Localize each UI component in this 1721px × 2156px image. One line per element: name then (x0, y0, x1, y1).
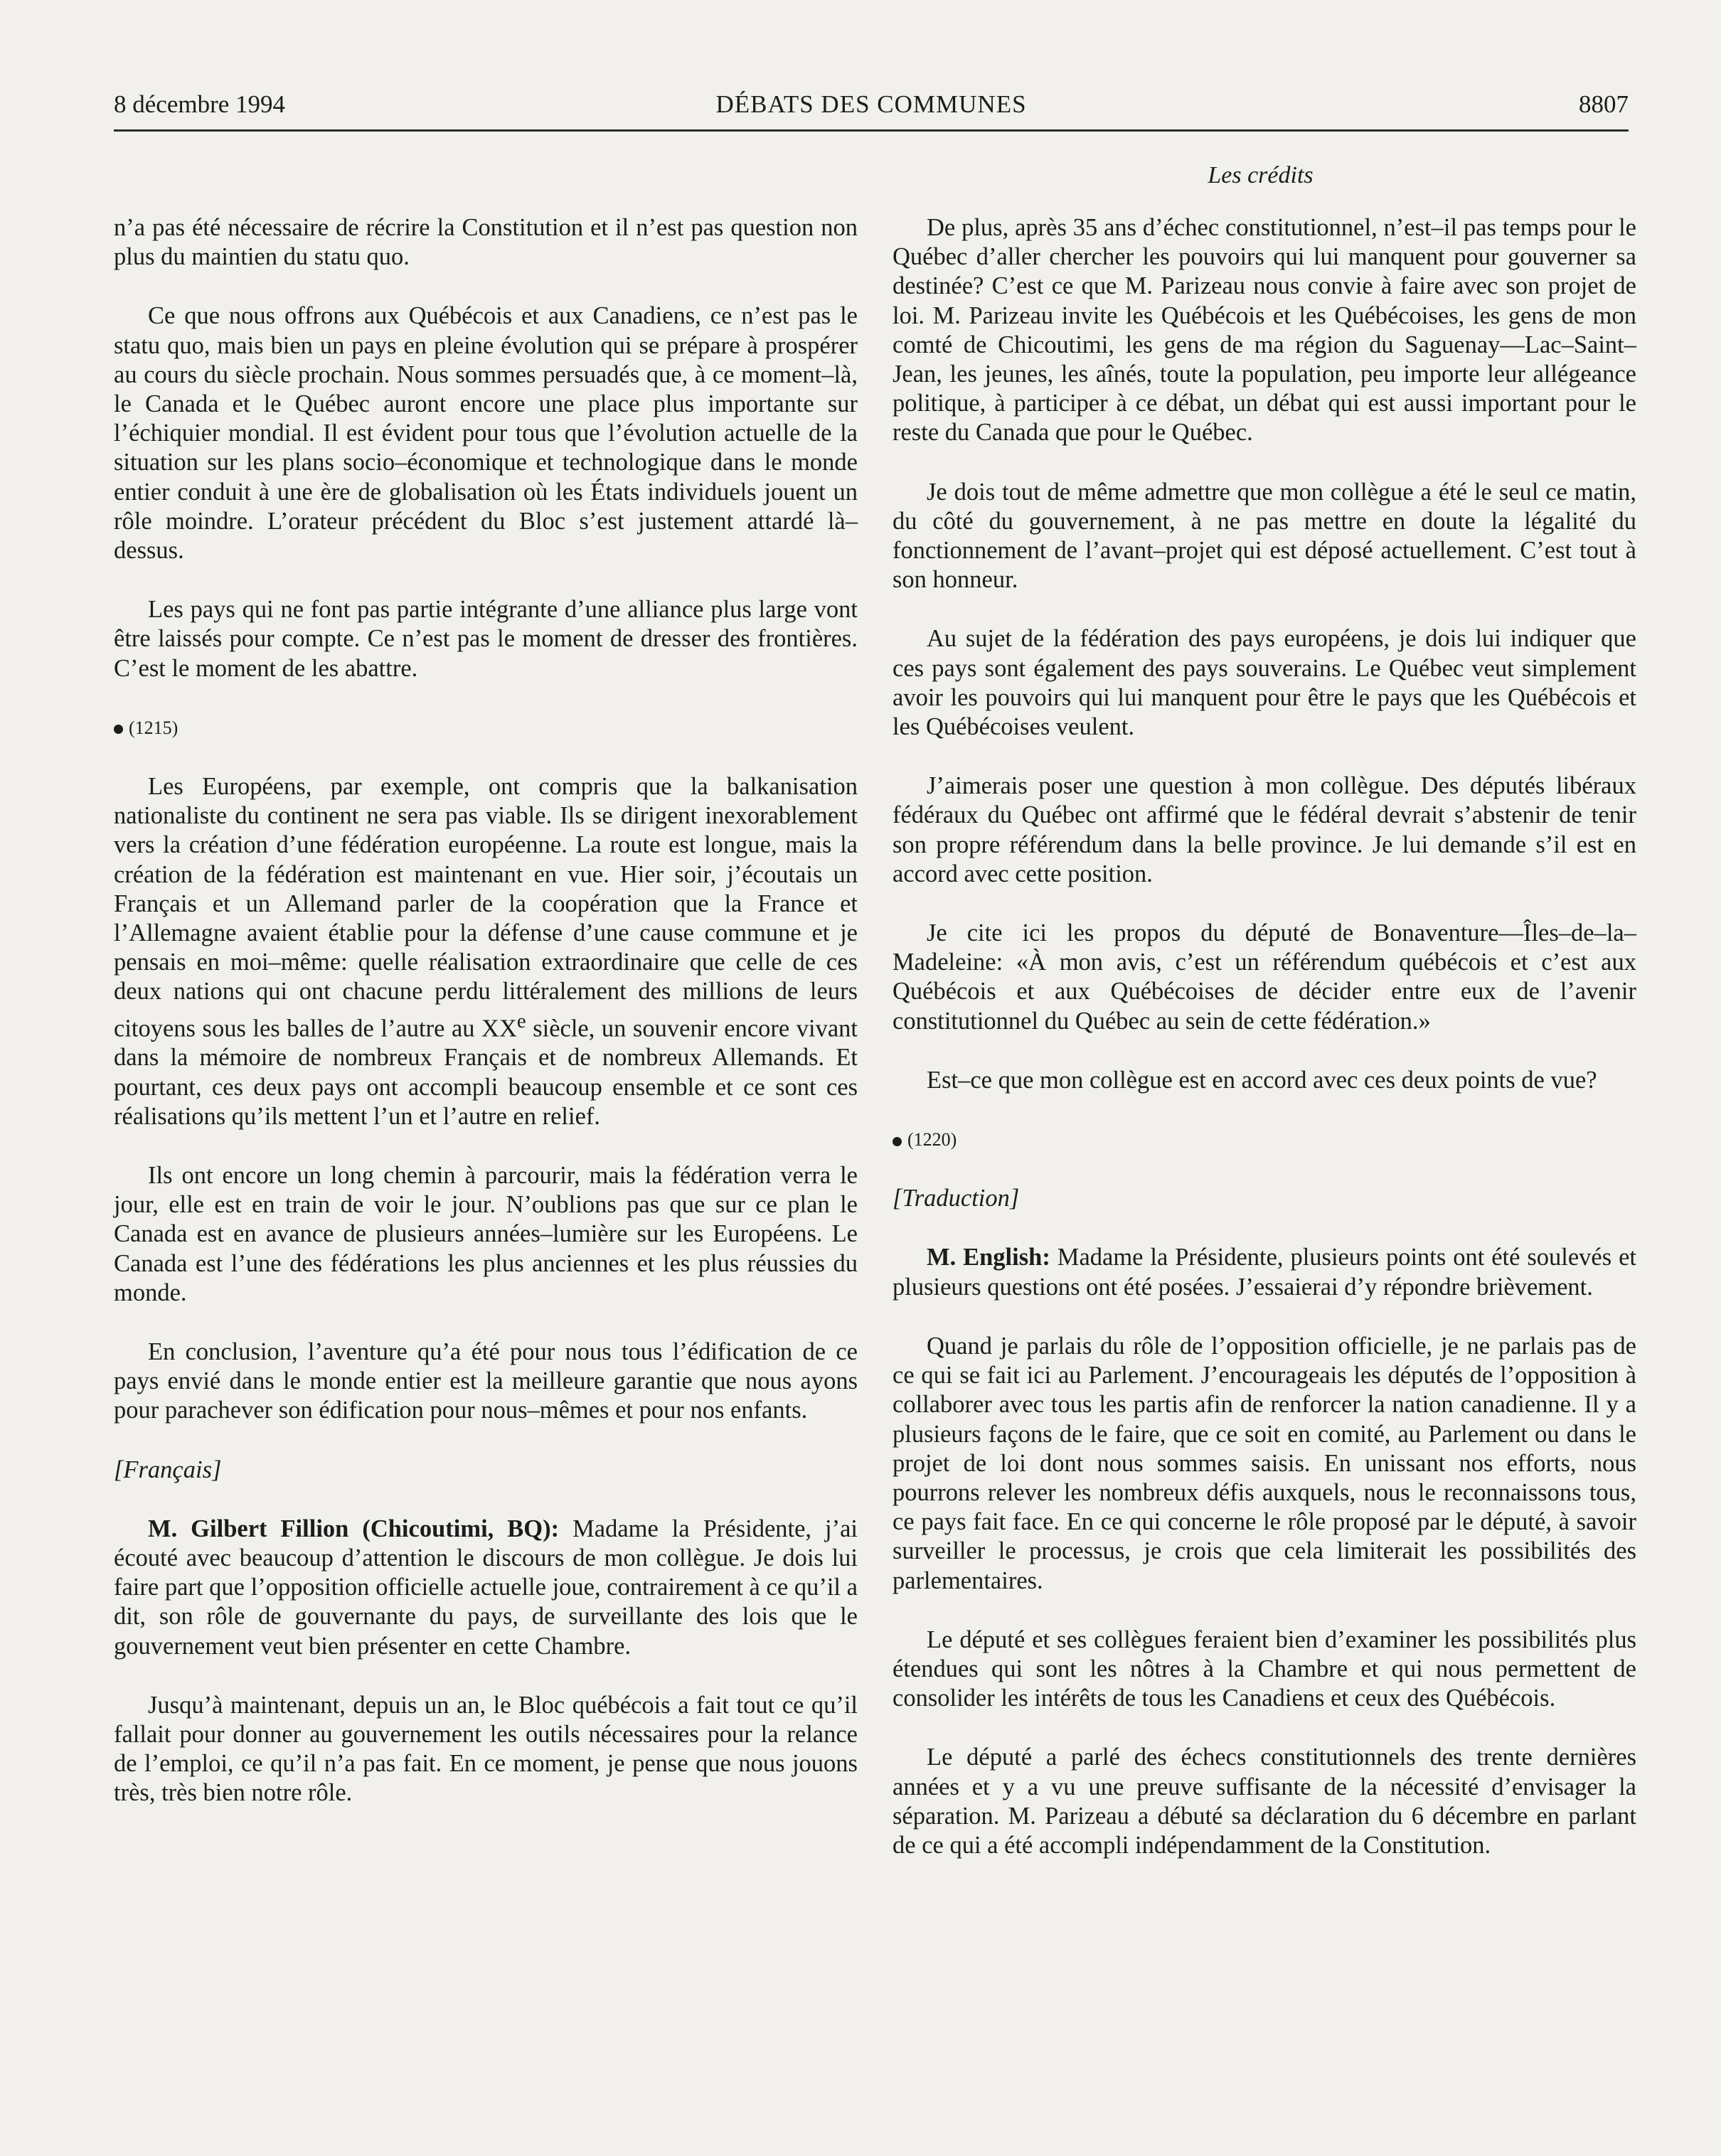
page-header (114, 87, 1629, 132)
paragraph: Ils ont encore un long chemin à parcourir, mais la fédération verra le jour, elle est en train de voir le jour. N’oublions pas que sur ce plan le Canada est en avance de plusieurs années–lumière sur les Européens. Le Canada est l’une des fédérations les plus anciennes et les plus réussies du monde. (114, 1161, 858, 1306)
header-page-number: 8807 (1579, 90, 1629, 118)
paragraph-text: Les Européens, par exemple, ont compris que la balkanisation nationaliste du continent ne sera pas viable. Ils se dirigent inexorablement vers la création d’une fédération européenne. La route est longue, mais la création de la fédération est maintenant en vue. Hier soir, j’écoutais un Français et un Allemand parler de la coopération que la France et l’Allemagne avaient établie pour la défense d’une cause commune et je pensais en moi–même: quelle réalisation extraordinaire que celle de ces deux nations qui ont chacune perdu littéralement des millions de leurs citoyens sous les balles de l’autre au XX (114, 773, 858, 1042)
time-marker-text: (1215) (129, 717, 179, 738)
time-marker (893, 1125, 1636, 1154)
paragraph: En conclusion, l’aventure qu’a été pour nous tous l’édification de ce pays envié dans le monde entier est la meilleure garantie que nous ayons pour parachever son édification pour nous–mêmes et pour nos enfants. (114, 1338, 858, 1424)
speaker-name: M. Gilbert Fillion (Chicoutimi, BQ): (148, 1515, 560, 1542)
left-column (114, 213, 858, 1838)
header-title: DÉBATS DES COMMUNES (715, 90, 1027, 118)
paragraph: Quand je parlais du rôle de l’opposition officielle, je ne parlais pas de ce qui se fait ici au Parlement. J’encourageais les députés de l’opposition à collaborer avec tous les partis afin de renforcer la nation canadienne. Il y a plusieurs façons de le faire, que ce soit en comité, au Parlement ou dans le projet de loi dont nous sommes saisis. En unissant nos efforts, nous pourrons relever les nombreux défis auxquels, nous le reconnaissons tous, ce pays fait face. En ce qui concerne le rôle proposé par le député, à savoir surveiller le processus, je crois que cela limiterait les possibilités des parlementaires. (893, 1332, 1636, 1594)
paragraph: Le député a parlé des échecs constitutionnels des trente dernières années et y a vu une preuve suffisante de la nécessité d’envisager la séparation. M. Parizeau a débuté sa déclaration du 6 décembre en parlant de ce qui a été accompli indépendamment de la Constitution. (893, 1744, 1636, 1859)
paragraph: Est–ce que mon collègue est en accord avec ces deux points de vue? (927, 1066, 1597, 1094)
paragraph (114, 772, 858, 1131)
language-label: [Traduction] (893, 1185, 1020, 1212)
bullet-icon (893, 1137, 902, 1146)
paragraph (114, 1515, 858, 1661)
bullet-icon (114, 725, 123, 734)
time-marker (114, 713, 858, 742)
paragraph-text: siècle, un souvenir encore vivant dans la mémoire de nombreux Français et de nombreux Allemands. Et pourtant, ces deux pays ont accompli beaucoup ensemble et ce sont ces réalisations qu’ils mettent l’un et l’autre en relief. (114, 1015, 858, 1130)
paragraph: J’aimerais poser une question à mon collègue. Des députés libéraux fédéraux du Québec ont affirmé que le fédéral devrait s’abstenir de tenir son propre référendum dans la belle province. Je lui demande s’il est en accord avec cette position. (893, 772, 1636, 887)
paragraph: Ce que nous offrons aux Québécois et aux Canadiens, ce n’est pas le statu quo, mais bien un pays en pleine évolution qui se prépare à prospérer au cours du siècle prochain. Nous sommes persuadés que, à ce moment–là, le Canada et le Québec auront encore une place plus importante sur l’échiquier mondial. Il est évident pour tous que l’évolution actuelle de la situation sur les plans socio–économique et technologique dans le monde entier conduit à une ère de globalisation où les États individuels jouent un rôle moindre. L’orateur précédent du Bloc s’est justement attardé là–dessus. (114, 302, 858, 565)
paragraph: n’a pas été nécessaire de récrire la Constitution et il n’est pas question non plus du maintien du statu quo. (114, 214, 858, 271)
header-date: 8 décembre 1994 (114, 90, 286, 118)
speaker-name: M. English: (927, 1244, 1050, 1271)
paragraph-text: Madame la Présidente, j’ai écouté avec beaucoup d’attention le discours de mon collègue. Je dois lui faire part que l’opposition officielle actuelle joue, contrairement à ce qu’il a dit, son rôle de gouvernante du pays, de surveillante des lois que le gouvernement veut bien présenter en cette Chambre. (114, 1515, 858, 1660)
paragraph: Le député et ses collègues feraient bien d’examiner les possibilités plus étendues qui sont les nôtres à la Chambre et qui nous permettent de consolider les intérêts de tous les Canadiens et ceux des Québécois. (893, 1626, 1636, 1712)
right-column (893, 213, 1636, 1890)
superscript: e (516, 1009, 526, 1032)
paragraph: Au sujet de la fédération des pays européens, je dois lui indiquer que ces pays sont également des pays souverains. Le Québec veut simplement avoir les pouvoirs qui lui manquent pour être le pays que les Québécois et les Québécoises veulent. (893, 625, 1636, 741)
paragraph: De plus, après 35 ans d’échec constitutionnel, n’est–il pas temps pour le Québec d’aller chercher les pouvoirs qui lui manquent pour gouverner sa destinée? C’est ce que M. Parizeau nous convie à faire avec son projet de loi. M. Parizeau invite les Québécois et les Québécoises, les gens de mon comté de Chicoutimi, les gens de ma région du Saguenay—Lac–Saint–Jean, les jeunes, les aînés, toute la population, peu importe leur allégeance politique, à participer à ce débat, un débat qui est aussi important pour le reste du Canada que pour le Québec. (893, 214, 1636, 447)
paragraph (893, 1243, 1636, 1301)
time-marker-text: (1220) (907, 1129, 957, 1151)
section-title: Les crédits (1208, 162, 1314, 188)
paragraph-text: Madame la Présidente, plusieurs points ont été soulevés et plusieurs questions ont été posées. J’essaierai d’y répondre brièvement. (893, 1244, 1636, 1301)
paragraph: Je cite ici les propos du député de Bonaventure—Îles–de–la–Madeleine: «À mon avis, c’est un référendum québécois et c’est aux Québécois et aux Québécoises de décider entre eux de l’avenir constitutionnel du Québec au sein de cette fédération.» (893, 919, 1636, 1035)
paragraph: Jusqu’à maintenant, depuis un an, le Bloc québécois a fait tout ce qu’il fallait pour donner au gouvernement les outils nécessaires pour la relance de l’emploi, ce qu’il n’a pas fait. En ce moment, je pense que nous jouons très, très bien notre rôle. (114, 1691, 858, 1807)
paragraph: Je dois tout de même admettre que mon collègue a été le seul ce matin, du côté du gouvernement, à ne pas mettre en doute la légalité du fonctionnement de l’avant–projet qui est déposé actuellement. C’est tout à son honneur. (893, 478, 1636, 594)
paragraph: Les pays qui ne font pas partie intégrante d’une alliance plus large vont être laissés pour compte. Ce n’est pas le moment de dresser des frontières. C’est le moment de les abattre. (114, 596, 858, 682)
language-label: [Français] (114, 1456, 222, 1483)
